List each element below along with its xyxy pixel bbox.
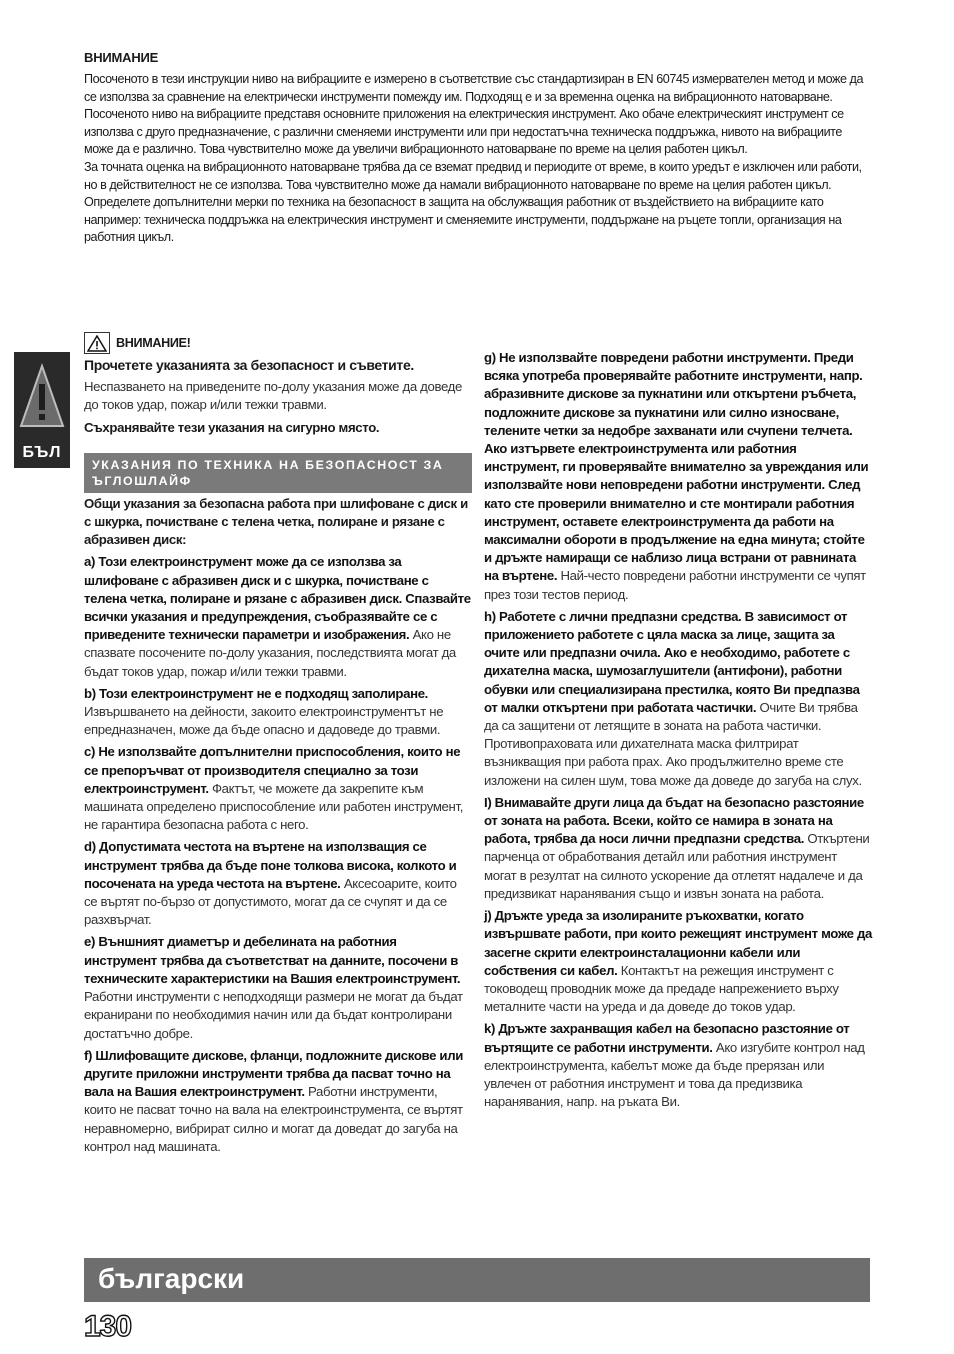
vibration-notice: [84, 50, 874, 247]
right-column: [484, 349, 872, 1115]
safety-item-d: d) Допустимата честота на въртене на използващия се инструмент трябва да бъде поне толкова висока, колкото и посочената на уреда честота на въртене. Аксесоарите, които се въртят по-бързо от допустимото, могат да се счупят и да се разхвърчат.: [84, 839, 457, 928]
safety-item-c: c) Не използвайте допълнителни приспособления, които не се препоръчват от производителя специално за този електроинструмент. Фактът, че можете да закрепите към машината определено приспособление или работен инструмент, не гарантира безопасна работа с него.: [84, 744, 464, 833]
safety-intro: Неспазването на приведените по-долу указания може да доведе до токов удар, пожар и/или тежки травми.: [84, 379, 462, 413]
language-tab-label: БЪЛ: [22, 444, 62, 461]
safety-item-b: b) Този електроинструмент не е подходящ заполиране. Извършването на дейности, закоито електроинструментът не епредназначен, може да бъде опасно и дадоведе до травми.: [84, 685, 444, 738]
page-number: 130: [84, 1310, 132, 1343]
safety-item-g: g) Не използвайте повредени работни инструменти. Преди всяка употреба проверявайте работните инструменти, напр. абразивните дискове за пукнатини или откъртени ръбчета, подложните дискове за пукнатини или силно износване, телените четки за недобре захванати или счупени телчета. Ако изтървете електроинструмента или работния инструмент, ги проверявайте внимателно за увреждания или използвайте нови неповредени работни инструменти. След като сте проверили внимателно и сте монтирали работния инструмент, оставете електроинструмента да работи на максимални обороти в продължение на една минута; стойте и дръжте намиращи се наблизо лица встрани от равнината на въртене. Най-често повредени работни инструменти се чупят през този тестов период.: [484, 350, 869, 602]
language-footer-bar: [84, 1258, 870, 1302]
warning-header: [84, 332, 472, 354]
warning-triangle-icon: [18, 362, 66, 432]
notice-paragraph: За точната оценка на вибрационното натоварване трябва да се вземат предвид и периодите от време, в които уредът е изключен или работи, но в действителност не се използва. Това чувствително може да намали вибрационното натоварване по време на целия работен цикъл.: [84, 159, 862, 192]
section-title: УКАЗАНИЯ ПО ТЕХНИКА НА БЕЗОПАСНОСТ ЗА ЪГЛОШЛАЙФ: [84, 453, 472, 493]
language-side-tab: [14, 352, 70, 468]
safety-item-a: a) Този електроинструмент може да се използва за шлифоване с абразивен диск и с шкурка, почистване с телена четка, полиране и рязане с абразивен диск. Спазвайте всички указания и предупреждения, съобразявайте се с приведените технически параметри и изображения. Ако не спазвате посочените по-долу указания, последствията могат да бъдат токов удар, пожар и/или тежки травми.: [84, 554, 471, 679]
safety-item-i: I) Внимавайте други лица да бъдат на безопасно разстояние от зоната на работа. Всеки, който се намира в зоната на работа, трябва да носи лични предпазни средства. Откъртени парченца от обработвания детайл или работния инструмент могат в резултат на силното ускорение да отлетят надалече и да предизвикат наранявания също и извън зоната на работа.: [484, 794, 870, 901]
warning-sign-icon: [84, 332, 110, 354]
notice-paragraph: Определете допълнителни мерки по техника на безопасност в защита на обслужващия работник от въздействието на вибрациите като например: техническа поддръжка на електрическия инструмент и сменяемите инструменти, поддържане на ръцете топли, организация на работния цикъл.: [84, 195, 842, 245]
left-column: [84, 332, 472, 1160]
notice-paragraph: Посоченото ниво на вибрациите представя основните приложения на електрическия инструмент. Ако обаче електрическият инструмент се използва с друго предназначение, с различни сменяеми инструменти или при недостатъчна техническа поддръжка, нивото на вибрациите може да е различно. Това чувствително може да увеличи вибрационното натоварване по време на целия работен цикъл.: [84, 107, 844, 157]
safety-item-j: j) Дръжте уреда за изолираните ръкохватки, когато извършвате работи, при които режещият инструмент може да засегне скрити електроинсталационни кабели или собствения си кабел. Контактът на режещия инструмент с тоководещ проводник може да предаде напрежението върху металните части на уреда и да доведе до токов удар.: [484, 908, 872, 1015]
section-intro: Общи указания за безопасна работа при шлифоване с диск и с шкурка, почистване с телена четка, полиране и рязане с абразивен диск:: [84, 495, 468, 548]
notice-paragraph: Посоченото в тези инструкции ниво на вибрациите е измерено в съответствие със стандартизиран в EN 60745 измервателен метод и може да се използва за сравнение на електрически инструменти помежду им. Подходящ е и за временна оценка на вибрационното натоварване.: [84, 72, 864, 104]
safety-item-h: h) Работете с лични предпазни средства. В зависимост от приложението работете с цяла маска за лице, защита за очите или предпазни очила. Ако е необходимо, работете с дихателна маска, шумозаглушители (антифони), работни обувки или специализирана престилка, която Ви предпазва от малки откъртени при работата частички. Очите Ви трябва да са защитени от летящите в зоната на работа частички. Противопраховата или дихателната маска филтрират възникващия при работа прах. Ако продължително време сте изложени на силен шум, това може да доведе до загуба на слух.: [484, 608, 862, 788]
keep-instructions: Съхранявайте тези указания на сигурно място.: [84, 419, 380, 435]
warning-label: ВНИМАНИЕ!: [116, 335, 191, 350]
safety-item-k: k) Дръжте захранващия кабел на безопасно разстояние от въртящите се работни инструменти. Ако изгубите контрол над електроинструмента, кабелът може да бъде прерязан или увлечен от работния инструмент и това да предизвика наранявания, напр. на ръката Ви.: [484, 1021, 865, 1110]
notice-heading: ВНИМАНИЕ: [84, 50, 159, 65]
safety-item-e: e) Външният диаметър и дебелината на работния инструмент трябва да съответстват на данните, посочени в техническите характеристики на Вашия електроинструмент. Работни инструменти с неподходящи размери не могат да бъдат екранирани по необходимия начин или да бъдат контролирани достатъчно добре.: [84, 934, 463, 1041]
footer-language: български: [98, 1263, 245, 1294]
safety-item-f: f) Шлифоващите дискове, фланци, подложните дискове или другите приложни инструменти трябва да пасват точно на вала на Вашия електроинструмент. Работни инструменти, които не пасват точно на вала на електроинструмента, се въртят неравномерно, вибрират силно и могат да доведат до загуба на контрол над машината.: [84, 1047, 463, 1154]
safety-subheading: Прочетете указанията за безопасност и съветите.: [84, 357, 414, 373]
